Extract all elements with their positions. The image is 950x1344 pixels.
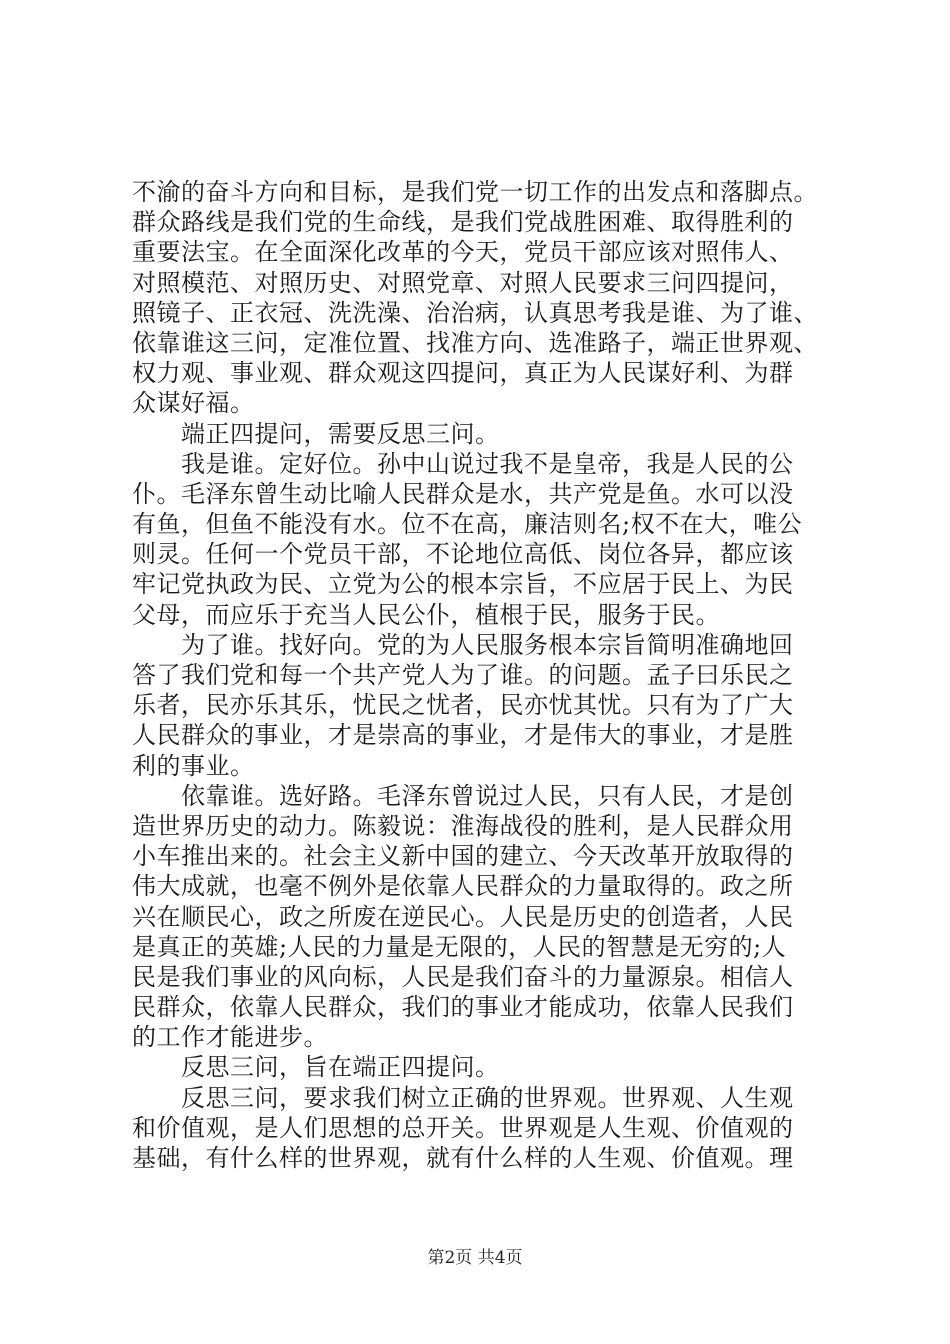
text-line: 兴在顺民心，政之所废在逆民心。人民是历史的创造者，人民 bbox=[132, 902, 794, 931]
text-line: 造世界历史的动力。陈毅说：淮海战役的胜利，是人民群众用 bbox=[132, 811, 794, 840]
text-line: 是真正的英雄;人民的力量是无限的，人民的智慧是无穷的;人 bbox=[132, 932, 787, 961]
text-line: 人民群众的事业，才是崇高的事业，才是伟大的事业，才是胜 bbox=[132, 721, 794, 750]
text-line: 乐者，民亦乐其乐，忧民之忧者，民亦忧其忧。只有为了广大 bbox=[132, 691, 794, 720]
text-line: 端正四提问，需要反思三问。 bbox=[181, 419, 500, 448]
text-line: 依靠谁这三问，定准位置、找准方向、选准路子，端正世界观、 bbox=[132, 328, 818, 357]
text-line: 父母，而应乐于充当人民公仆，植根于民，服务于民。 bbox=[132, 600, 720, 629]
text-line: 重要法宝。在全面深化改革的今天，党员干部应该对照伟人、 bbox=[132, 238, 794, 267]
text-line: 照镜子、正衣冠、洗洗澡、治治病，认真思考我是谁、为了谁、 bbox=[132, 298, 818, 327]
text-line: 牢记党执政为民、立党为公的根本宗旨，不应居于民上、为民 bbox=[132, 570, 794, 599]
text-line: 有鱼，但鱼不能没有水。位不在高，廉洁则名;权不在大，唯公 bbox=[132, 510, 803, 539]
text-line: 不渝的奋斗方向和目标，是我们党一切工作的出发点和落脚点。 bbox=[132, 178, 818, 206]
text-line: 民群众，依靠人民群众，我们的事业才能成功，依靠人民我们 bbox=[132, 993, 794, 1022]
text-line: 利的事业。 bbox=[132, 751, 255, 780]
text-line: 的工作才能进步。 bbox=[132, 1023, 328, 1052]
text-line: 小车推出来的。社会主义新中国的建立、今天改革开放取得的 bbox=[132, 842, 794, 871]
text-line: 依靠谁。选好路。毛泽东曾说过人民，只有人民，才是创 bbox=[181, 781, 794, 810]
text-line: 我是谁。定好位。孙中山说过我不是皇帝，我是人民的公 bbox=[181, 449, 794, 478]
text-line: 答了我们党和每一个共产党人为了谁。的问题。孟子曰乐民之 bbox=[132, 661, 794, 689]
text-line: 基础，有什么样的世界观，就有什么样的人生观、价值观。理 bbox=[132, 1144, 794, 1172]
text-line: 则灵。任何一个党员干部，不论地位高低、岗位各异，都应该 bbox=[132, 540, 794, 569]
text-line: 为了谁。找好向。党的为人民服务根本宗旨简明准确地回 bbox=[181, 630, 794, 659]
text-line: 伟大成就，也毫不例外是依靠人民群众的力量取得的。政之所 bbox=[132, 872, 794, 901]
page-number: 第2页 共4页 bbox=[427, 1248, 523, 1268]
text-line: 和价值观，是人们思想的总开关。世界观是人生观、价值观的 bbox=[132, 1113, 794, 1142]
text-line: 仆。毛泽东曾生动比喻人民群众是水，共产党是鱼。水可以没 bbox=[132, 479, 794, 508]
text-line: 民是我们事业的风向标，人民是我们奋斗的力量源泉。相信人 bbox=[132, 962, 794, 991]
document-body bbox=[132, 177, 832, 1173]
text-line: 反思三问，旨在端正四提问。 bbox=[181, 1053, 500, 1082]
text-line: 群众路线是我们党的生命线，是我们党战胜困难、取得胜利的 bbox=[132, 208, 794, 237]
text-line: 众谋好福。 bbox=[132, 389, 255, 418]
text-line: 反思三问，要求我们树立正确的世界观。世界观、人生观 bbox=[181, 1083, 794, 1112]
text-line: 权力观、事业观、群众观这四提问，真正为人民谋好利、为群 bbox=[132, 359, 794, 388]
text-line: 对照模范、对照历史、对照党章、对照人民要求三问四提问， bbox=[132, 268, 794, 297]
page-footer bbox=[0, 1243, 950, 1268]
